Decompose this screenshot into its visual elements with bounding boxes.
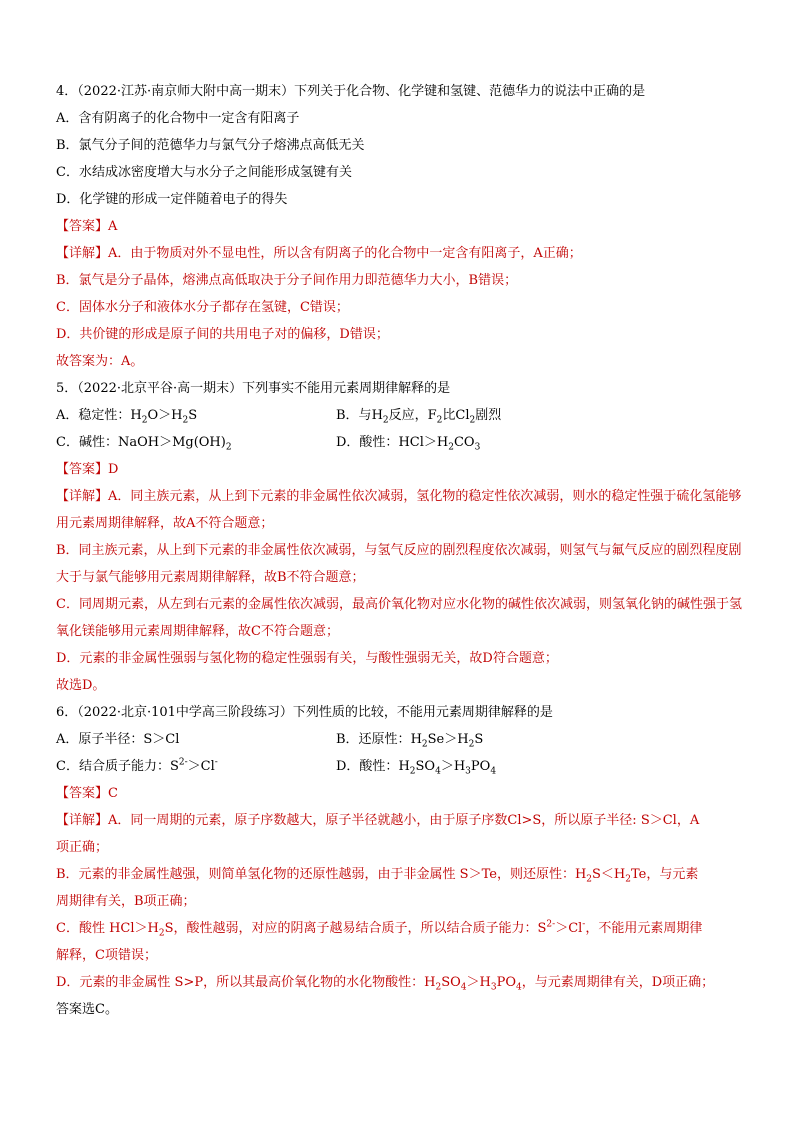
q5-option-a: A．稳定性：$H_2O>H_2S$	[56, 408, 198, 426]
q6-detail-3a: C．酸性 $HCl>H_2S$，酸性越弱，对应的阴离子越易结合质子，所以结合质子能力：$S^{2-}>Cl^-$，不能用元素周期律	[56, 919, 703, 939]
q5-option-c: C．碱性：$NaOH>Mg(OH)_2$	[56, 435, 232, 453]
q5-conclusion: 故选D。	[56, 678, 106, 693]
q4-conclusion: 故答案为：A。	[56, 354, 144, 369]
q4-option-c: C．水结成冰密度增大与水分子之间能形成氢键有关	[56, 165, 352, 180]
q6-option-a: A．原子半径：S＞Cl	[56, 732, 180, 747]
q5-answer: 【答案】D	[56, 462, 119, 477]
q5-detail-3: C．同周期元素，从左到右元素的金属性依次减弱，最高价氧化物对应水化物的碱性依次减弱，则氢氧化钠的碱性强于氢氧化镁能够用元素周期律解释，故C不符合题意；	[56, 597, 742, 639]
q6-option-d: D．酸性：$H_2SO_4>H_3PO_4$	[336, 759, 497, 777]
q6-options-cd	[56, 753, 746, 780]
q4-detail-4: D．共价键的形成是原子间的共用电子对的偏移，D错误；	[56, 327, 389, 342]
document-body	[56, 78, 746, 1023]
q5-detail-label: 【详解】	[56, 489, 109, 504]
q6-option-b: B．还原性：$H_2Se>H_2S$	[336, 732, 484, 750]
q5-option-d: D．酸性：$HCl>H_2CO_3$	[336, 435, 481, 453]
q5-options-cd	[56, 429, 746, 456]
q4-option-d: D．化学键的形成一定伴随着电子的得失	[56, 192, 288, 207]
q6-conclusion: 答案选C。	[56, 1002, 118, 1017]
q4-detail-1: 【详解】A．由于物质对外不显电性，所以含有阴离子的化合物中一定含有阳离子，A正确；	[56, 246, 582, 261]
q6-detail-4: D．元素的非金属性 S>P，所以其最高价氧化物的水化物酸性：$H_2SO_4>H_3PO_4$，与元素周期律有关，D项正确；	[56, 975, 715, 993]
q4-option-b: B．氯气分子间的范德华力与氯气分子熔沸点高低无关	[56, 138, 365, 153]
q6-detail-1a: 【详解】A．同一周期的元素，原子序数越大，原子半径就越小，由于原子序数Cl>S，所以原子半径: S＞Cl，A	[56, 813, 700, 828]
q5-options-ab	[56, 402, 746, 429]
q4-detail-label: 【详解】	[56, 246, 109, 261]
q4-stem: 4．（2022·江苏·南京师大附中高一期末）下列关于化合物、化学键和氢键、范德华力的说法中正确的是	[56, 84, 646, 99]
q5-detail-4: D．元素的非金属性强弱与氢化物的稳定性强弱有关，与酸性强弱无关，故D符合题意；	[56, 651, 558, 666]
q5-detail-1: 【详解】A．同主族元素，从上到下元素的非金属性依次减弱，氢化物的稳定性依次减弱，则水的稳定性强于硫化氢能够用元素周期律解释，故A不符合题意；	[56, 489, 742, 531]
q5-stem: 5．（2022·北京平谷·高一期末）下列事实不能用元素周期律解释的是	[56, 381, 451, 396]
q4-detail-2: B．氯气是分子晶体，熔沸点高低取决于分子间作用力即范德华力大小，B错误；	[56, 273, 518, 288]
q6-answer: 【答案】C	[56, 786, 118, 801]
q6-detail-3b: 解释，C项错误；	[56, 948, 157, 963]
q5-option-b: B．与$H_2$反应，$F_2$比$Cl_2$剧烈	[336, 408, 502, 426]
q6-options-ab	[56, 726, 746, 753]
q6-detail-label: 【详解】	[56, 813, 109, 828]
q6-detail-2a: B．元素的非金属性越强，则简单氢化物的还原性越弱，由于非金属性 S＞Te，则还原性：$H_2S<H_2Te$，与元素	[56, 867, 699, 885]
q4-detail-3: C．固体水分子和液体水分子都存在氢键，C错误；	[56, 300, 349, 315]
q4-answer: 【答案】A	[56, 219, 118, 234]
q4-option-a: A．含有阴离子的化合物中一定含有阳离子	[56, 111, 300, 126]
q6-detail-2b: 周期律有关，B项正确；	[56, 894, 196, 909]
q5-detail-2: B．同主族元素，从上到下元素的非金属性依次减弱，与氢气反应的剧烈程度依次减弱，则氢气与氟气反应的剧烈程度剧大于与氯气能够用元素周期律解释，故B不符合题意；	[56, 543, 742, 585]
q6-stem: 6．（2022·北京·101中学高三阶段练习）下列性质的比较，不能用元素周期律解释的是	[56, 705, 553, 720]
q6-detail-1b: 项正确；	[56, 840, 109, 855]
q6-option-c: C．结合质子能力：$S^{2-}>Cl^-$	[56, 757, 218, 774]
